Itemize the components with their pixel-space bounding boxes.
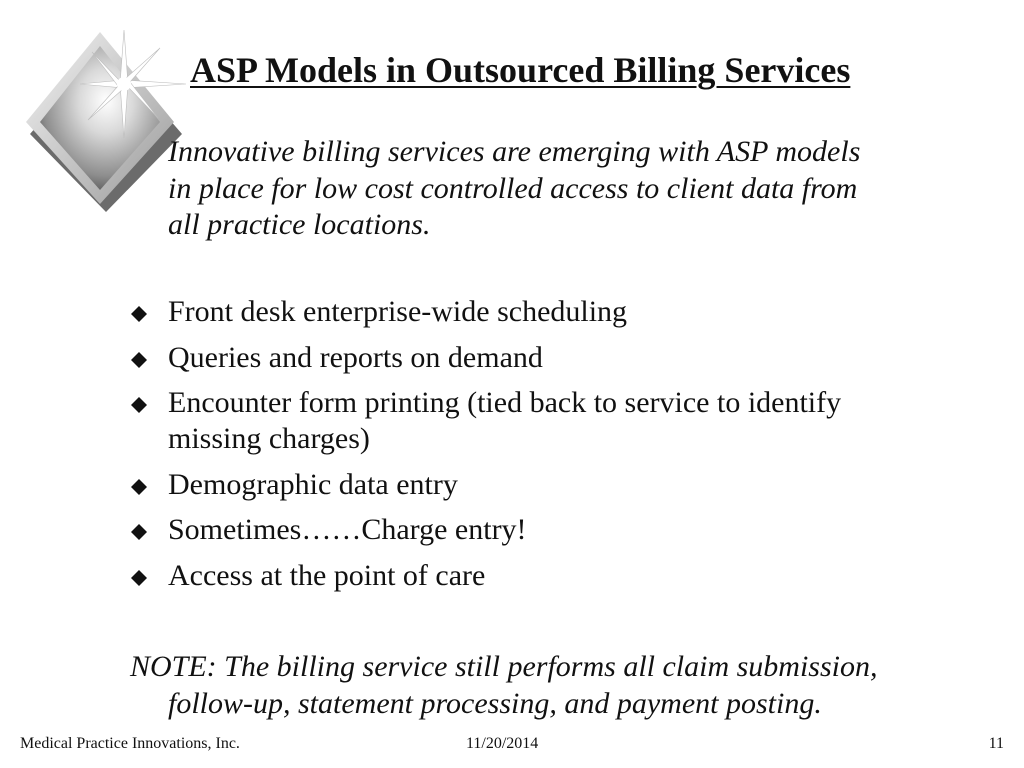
diamond-bullet-icon	[130, 569, 148, 587]
bullet-text: Sometimes……Charge entry!	[168, 513, 527, 546]
footer-page-number: 11	[988, 735, 1004, 752]
bullet-text: Demographic data entry	[168, 467, 458, 501]
bullet-text-continued: missing charges)	[168, 422, 370, 455]
diamond-bullet-icon	[130, 305, 148, 323]
bullet-item	[130, 340, 990, 376]
footer-date: 11/20/2014	[466, 735, 539, 752]
intro-line: Innovative billing services are emerging with ASP models	[168, 135, 861, 168]
diamond-bullet-icon	[130, 478, 148, 496]
diamond-bullet-icon	[130, 523, 148, 541]
slide-title: ASP Models in Outsourced Billing Services	[190, 50, 851, 90]
bullet-text: Front desk enterprise-wide scheduling	[168, 295, 628, 328]
bullet-item	[130, 467, 990, 503]
diamond-bullet-icon	[130, 396, 148, 414]
bullet-item	[130, 512, 990, 548]
bullet-list	[130, 294, 990, 603]
diamond-bullet-icon	[130, 351, 148, 369]
intro-line: in place for low cost controlled access to client data from	[168, 171, 858, 205]
bullet-item	[130, 294, 990, 330]
note-paragraph	[130, 648, 1010, 722]
note-line: NOTE: The billing service still performs all claim submission,	[130, 650, 878, 683]
footer-company: Medical Practice Innovations, Inc.	[20, 735, 240, 752]
bullet-text: Encounter form printing (tied back to service to identify	[168, 386, 842, 419]
intro-paragraph	[168, 134, 988, 244]
bullet-item	[130, 385, 990, 457]
intro-line: all practice locations.	[168, 208, 431, 241]
bullet-item	[130, 558, 990, 594]
bullet-text: Queries and reports on demand	[168, 340, 543, 374]
note-line: follow-up, statement processing, and payment posting.	[168, 687, 822, 720]
bullet-text: Access at the point of care	[168, 558, 486, 592]
